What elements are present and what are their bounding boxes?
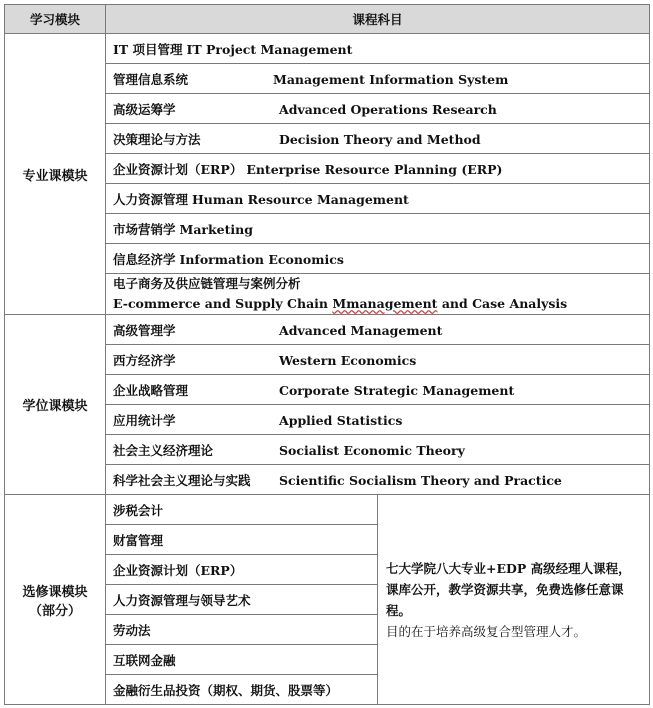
course-en: Marketing	[179, 221, 253, 237]
elective-note	[378, 495, 650, 705]
course-cn: 社会主义经济理论	[113, 442, 214, 458]
course-cn: 互联网金融	[113, 652, 176, 668]
course-cn: 人力资源管理	[113, 191, 189, 207]
course-cell	[106, 315, 650, 345]
course-cell	[106, 675, 378, 705]
course-cell	[106, 184, 650, 214]
course-cn: 决策理论与方法	[113, 131, 201, 147]
course-cn: 高级管理学	[113, 322, 176, 338]
course-header: 课程科目	[106, 5, 650, 34]
course-cn: 高级运筹学	[113, 101, 176, 117]
course-cell	[106, 154, 650, 184]
course-cn: 劳动法	[113, 622, 151, 638]
course-cell	[106, 94, 650, 124]
course-en: Enterprise Resource Planning (ERP)	[246, 161, 503, 177]
course-en: Decision Theory and Method	[279, 131, 481, 147]
course-cell	[106, 585, 378, 615]
course-cell	[106, 274, 650, 315]
course-cn: 企业战略管理	[113, 382, 189, 398]
course-cn: 人力资源管理与领导艺术	[113, 592, 251, 608]
course-en: Western Economics	[279, 352, 417, 368]
course-cell	[106, 124, 650, 154]
course-cell	[106, 34, 650, 64]
module-header: 学习模块	[5, 5, 106, 34]
course-cell	[106, 525, 378, 555]
course-cell	[106, 645, 378, 675]
course-cell	[106, 345, 650, 375]
course-cell	[106, 465, 650, 495]
course-cn: 企业资源计划（ERP）	[113, 161, 243, 177]
course-en: Corporate Strategic Management	[279, 382, 515, 398]
course-cell	[106, 214, 650, 244]
course-cn: IT 项目管理	[113, 41, 183, 57]
course-en: Management Information System	[273, 71, 509, 87]
professional-module-label: 专业课模块	[5, 34, 106, 315]
course-cell	[106, 555, 378, 585]
course-en: Scientific Socialism Theory and Practice	[279, 472, 562, 488]
course-cn: 市场营销学	[113, 221, 176, 237]
elective-module-label: 选修课模块 （部分）	[5, 495, 106, 705]
note-bold: 七大学院八大专业+EDP 高级经理人课程，课库公开，教学资源共享，免费选修任意课程。	[386, 560, 631, 618]
course-cell	[106, 375, 650, 405]
course-cn: 电子商务及供应链管理与案例分析	[113, 276, 301, 291]
course-en: E-commerce and Supply Chain Mmanagement and Case Analysis	[113, 296, 568, 311]
course-cn: 管理信息系统	[113, 71, 189, 87]
course-en: Human Resource Management	[192, 191, 409, 207]
course-en: Advanced Operations Research	[279, 101, 497, 117]
course-en: Advanced Management	[279, 322, 443, 338]
course-cell	[106, 495, 378, 525]
degree-module-label: 学位课模块	[5, 315, 106, 495]
course-en: IT Project Management	[186, 41, 353, 57]
header-row	[5, 5, 650, 34]
course-en: Socialist Economic Theory	[279, 442, 465, 458]
course-en: Information Economics	[179, 251, 344, 267]
course-cell	[106, 435, 650, 465]
course-cell	[106, 615, 378, 645]
course-cn: 涉税会计	[113, 502, 164, 518]
course-cell	[106, 244, 650, 274]
table-row	[5, 315, 650, 345]
course-cn: 信息经济学	[113, 251, 176, 267]
course-cn: 应用统计学	[113, 412, 176, 428]
course-cell	[106, 405, 650, 435]
course-cn: 西方经济学	[113, 352, 176, 368]
curriculum-table	[4, 4, 650, 705]
table-row	[5, 34, 650, 64]
course-cn: 企业资源计划（ERP）	[113, 562, 243, 578]
course-cn: 财富管理	[113, 532, 164, 548]
course-en: Applied Statistics	[279, 412, 403, 428]
table-row	[5, 495, 650, 525]
course-cn: 科学社会主义理论与实践	[113, 472, 251, 488]
course-cell	[106, 64, 650, 94]
note-plain: 目的在于培养高级复合型管理人才。	[386, 623, 587, 639]
course-cn: 金融衍生品投资（期权、期货、股票等）	[113, 682, 339, 698]
